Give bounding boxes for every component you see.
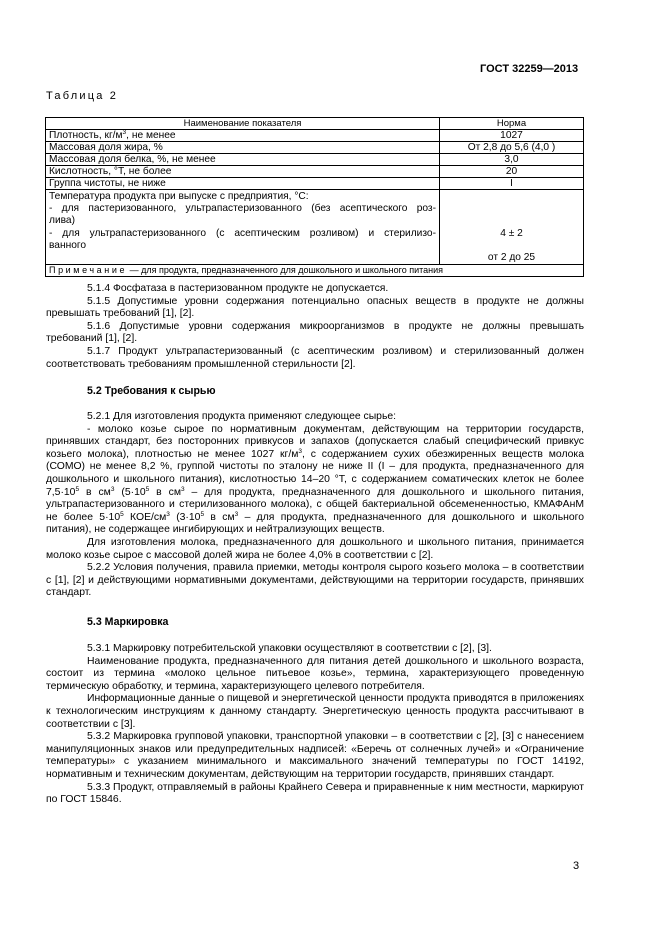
paragraph-5-1-6: 5.1.6 Допустимые уровни содержания микроорганизмов в продукте не должны превышать требований [1], [2]. xyxy=(46,320,584,345)
paragraph-5-2-2: 5.2.2 Условия получения, правила приемки, методы контроля сырого козьего молока – в соответствии с [1], [2] и действующими нормативными документами, действующими на территории государств, принявших стандарт. xyxy=(46,562,584,599)
column-header-norm: Норма xyxy=(440,118,584,130)
norm-cell: I xyxy=(440,178,584,190)
norm-cell: 3,0 xyxy=(440,154,584,166)
table-row xyxy=(46,178,584,190)
indicator-cell: Группа чистоты, не ниже xyxy=(46,178,440,190)
table-row xyxy=(46,142,584,154)
norm-cell xyxy=(440,190,584,265)
table-row-temperature xyxy=(46,190,584,265)
indicator-cell: Плотность, $кг/м^3$, не менее xyxy=(46,130,440,142)
indicator-cell: Кислотность, °Т, не более xyxy=(46,166,440,178)
temp-value-sterilized: от 2 до 25 xyxy=(487,251,536,263)
paragraph-info-data: Информационные данные о пищевой и энергетической ценности продукта приводятся в приложениях к технологическим инструкциям к данному стандарту. Энергетическую ценность продукта рассчитывают в соответствии с [3]. xyxy=(46,693,584,730)
paragraph-5-3-1: 5.3.1 Маркировку потребительской упаковки осуществляют в соответствии с [2], [3]. xyxy=(87,643,492,654)
paragraph-5-2-1: 5.2.1 Для изготовления продукта применяют следующее сырье: xyxy=(87,411,397,422)
paragraph-5-3-3: 5.3.3 Продукт, отправляемый в районы Крайнего Севера и приравненные к ним местности, маркируют по ГОСТ 15846. xyxy=(46,781,584,806)
norm-cell: 1027 xyxy=(440,130,584,142)
paragraph-raw-milk: - молоко козье сырое по нормативным документам, действующим на территории государств, принявших стандарт, без посторонних привкусов и запахов (допускается слабый специфический привкус козьего молока), плотностью не менее 1027 $кг/м^3$, с содержанием сухих обезжиренных веществ молока (СОМО) не менее 8,2 %, группой чистоты по эталону не ниже II (I – для продукта, предназначенного для дошкольного и школьного питания), кислотностью 14–20 °Т, с содержанием соматических клеток не более $7,5\cdot 10^5$ в $см^3$ ($5\cdot 10^5$ в $см^3$ – для продукта, предназначенного для дошкольного и школьного питания, ультрапастеризованного и стерилизованного молока), с общей бактериальной обсемененностью, КМАФАнМ не более $5\cdot 10^5$ КОЕ/$см^3$ ($3\cdot 10^5$ в $см^3$ – для продукта, предназначенного для дошкольного и школьного питания), не содержащее ингибирующих и нейтрализующих веществ. xyxy=(46,423,585,536)
section-5-2-body xyxy=(46,411,584,600)
paragraph-5-1-5: 5.1.5 Допустимые уровни содержания потенциально опасных веществ в продукте не должны превышать требований [1], [2]. xyxy=(46,295,584,320)
temp-value-pasteurized: 4 ± 2 xyxy=(500,227,523,239)
paragraph-school-milk: Для изготовления молока, предназначенного для дошкольного и школьного питания, принимается молоко козье сырое с массовой долей жира не более 4,0% в соответствии с [2]. xyxy=(46,536,584,561)
section-5-3-body xyxy=(46,643,584,807)
section-heading-5-3: 5.3 Маркировка xyxy=(87,616,169,628)
table-row xyxy=(46,130,584,142)
table-header-row xyxy=(46,118,584,130)
indicator-cell xyxy=(46,190,440,265)
paragraph-product-name: Наименование продукта, предназначенного для питания детей дошкольного и школьного возраста, состоит из термина «молоко цельное питьевое козье», термина, характеризующего проведенную термическую обработку, и термина, характеризующего целевого потребителя. xyxy=(46,655,584,692)
indicator-cell: Массовая доля жира, % xyxy=(46,142,440,154)
table-caption: Таблица 2 xyxy=(46,90,119,102)
norm-cell: От 2,8 до 5,6 (4,0 ) xyxy=(440,142,584,154)
paragraph-5-3-2: 5.3.2 Маркировка групповой упаковки, транспортной упаковки – в соответствии с [2], [3] с нанесением манипуляционных знаков или предупредительных надписей: «Беречь от солнечных лучей» и «Ограничение температуры» с указанием минимального и максимального значений температуры по ГОСТ 14192, нормативным и техническим документам, действующим на территории государств, принявших стандарт. xyxy=(46,731,584,780)
table-note: Примечание — для продукта, предназначенного для дошкольного и школьного питания xyxy=(46,265,584,277)
temp-line: - для ультрапастеризованного (с асептическим розливом) и стерилизо- xyxy=(49,227,436,239)
table-row xyxy=(46,166,584,178)
page-number: 3 xyxy=(573,860,580,872)
indicator-cell: Массовая доля белка, %, не менее xyxy=(46,154,440,166)
paragraph-5-1-7: 5.1.7 Продукт ультрапастеризованный (с асептическим розливом) и стерилизованный должен соответствовать требованиям промышленной стерильности [2]. xyxy=(46,345,584,370)
temp-title: Температура продукта при выпуске с предприятия, °С: xyxy=(49,191,309,202)
indicators-table xyxy=(45,117,584,277)
temp-line: - для пастеризованного, ультрапастеризованного (без асептического роз- xyxy=(49,203,436,215)
column-header-indicator: Наименование показателя xyxy=(46,118,440,130)
paragraph-5-1-4: 5.1.4 Фосфатаза в пастеризованном продукте не допускается. xyxy=(87,283,389,294)
table-row xyxy=(46,154,584,166)
temp-line: ванного xyxy=(49,239,87,251)
section-heading-5-2: 5.2 Требования к сырью xyxy=(87,385,216,397)
table-note-row xyxy=(46,265,584,277)
standard-designation: ГОСТ 32259—2013 xyxy=(480,63,579,75)
temp-line: лива) xyxy=(49,215,75,227)
norm-cell: 20 xyxy=(440,166,584,178)
section-5-1-items xyxy=(46,283,584,371)
